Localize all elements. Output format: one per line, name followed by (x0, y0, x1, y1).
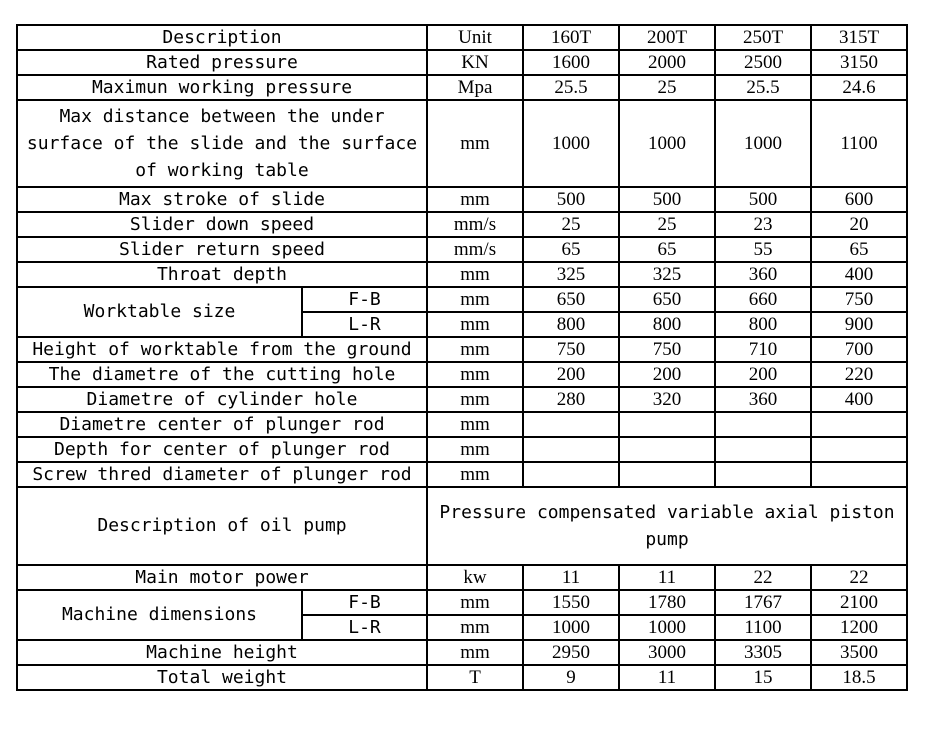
row-value: 280 (523, 387, 619, 412)
row-value: 25 (619, 75, 715, 100)
header-model: 250T (715, 25, 811, 50)
row-value: 360 (715, 387, 811, 412)
row-label: Main motor power (17, 565, 427, 590)
row-max-working-pressure (17, 75, 907, 100)
row-label: Max stroke of slide (17, 187, 427, 212)
header-description: Description (17, 25, 427, 50)
row-value: 25.5 (523, 75, 619, 100)
row-unit: mm (427, 437, 523, 462)
row-label: Machine height (17, 640, 427, 665)
row-value: 400 (811, 262, 907, 287)
row-machine-dimensions-fb (17, 590, 907, 615)
row-value: 900 (811, 312, 907, 337)
row-value (523, 437, 619, 462)
row-unit: mm (427, 640, 523, 665)
header-row (17, 25, 907, 50)
row-value: 1000 (523, 615, 619, 640)
row-unit: mm (427, 615, 523, 640)
row-throat-depth (17, 262, 907, 287)
row-slider-down-speed (17, 212, 907, 237)
row-value: 24.6 (811, 75, 907, 100)
row-value: 1600 (523, 50, 619, 75)
row-total-weight (17, 665, 907, 690)
row-value: 750 (811, 287, 907, 312)
header-model: 315T (811, 25, 907, 50)
row-value: 1780 (619, 590, 715, 615)
row-unit: mm (427, 262, 523, 287)
row-value: 25 (619, 212, 715, 237)
row-value: 650 (619, 287, 715, 312)
row-value: 400 (811, 387, 907, 412)
row-value (715, 437, 811, 462)
row-value: 1200 (811, 615, 907, 640)
row-value: 20 (811, 212, 907, 237)
row-unit: mm (427, 412, 523, 437)
row-value: 15 (715, 665, 811, 690)
row-unit: mm (427, 187, 523, 212)
row-unit: mm (427, 337, 523, 362)
row-unit: mm (427, 590, 523, 615)
row-value (619, 437, 715, 462)
row-value: 2950 (523, 640, 619, 665)
row-value: 1000 (523, 100, 619, 187)
row-value: 25 (523, 212, 619, 237)
oil-pump-label: Description of oil pump (17, 487, 427, 565)
spec-table (16, 24, 908, 691)
row-max-stroke (17, 187, 907, 212)
row-value: 1000 (619, 615, 715, 640)
row-value: 650 (523, 287, 619, 312)
row-value: 1550 (523, 590, 619, 615)
row-cutting-hole (17, 362, 907, 387)
row-label: Total weight (17, 665, 427, 690)
row-unit: T (427, 665, 523, 690)
row-value: 220 (811, 362, 907, 387)
row-value: 11 (619, 565, 715, 590)
row-value (619, 462, 715, 487)
row-label: Height of worktable from the ground (17, 337, 427, 362)
row-label: Screw thred diameter of plunger rod (17, 462, 427, 487)
row-label: Diametre of cylinder hole (17, 387, 427, 412)
row-value: 700 (811, 337, 907, 362)
row-value: 325 (619, 262, 715, 287)
header-unit: Unit (427, 25, 523, 50)
row-value: 320 (619, 387, 715, 412)
row-plunger-screw (17, 462, 907, 487)
row-value: 23 (715, 212, 811, 237)
row-value: 11 (523, 565, 619, 590)
row-label: Slider down speed (17, 212, 427, 237)
row-value: 1767 (715, 590, 811, 615)
row-value: 9 (523, 665, 619, 690)
row-value: 710 (715, 337, 811, 362)
row-motor-power (17, 565, 907, 590)
row-label: Depth for center of plunger rod (17, 437, 427, 462)
row-value: 500 (523, 187, 619, 212)
row-value: 200 (619, 362, 715, 387)
row-label: Throat depth (17, 262, 427, 287)
row-unit: mm (427, 362, 523, 387)
row-value: 2500 (715, 50, 811, 75)
row-worktable-size-fb (17, 287, 907, 312)
row-value: 800 (619, 312, 715, 337)
group-label: Machine dimensions (17, 590, 302, 640)
row-value: 1100 (811, 100, 907, 187)
row-plunger-depth (17, 437, 907, 462)
row-value: 200 (523, 362, 619, 387)
row-unit: mm (427, 100, 523, 187)
row-unit: KN (427, 50, 523, 75)
header-model: 200T (619, 25, 715, 50)
row-value (715, 412, 811, 437)
row-unit: mm (427, 387, 523, 412)
row-value: 25.5 (715, 75, 811, 100)
row-value: 750 (619, 337, 715, 362)
row-rated-pressure (17, 50, 907, 75)
row-value: 600 (811, 187, 907, 212)
row-value (811, 412, 907, 437)
row-value: 1000 (715, 100, 811, 187)
row-value (715, 462, 811, 487)
row-slider-return-speed (17, 237, 907, 262)
sub-label: F-B (302, 590, 427, 615)
row-value: 22 (715, 565, 811, 590)
row-value: 2100 (811, 590, 907, 615)
row-unit: kw (427, 565, 523, 590)
row-value: 325 (523, 262, 619, 287)
row-value (811, 437, 907, 462)
row-value: 2000 (619, 50, 715, 75)
oil-pump-value: Pressure compensated variable axial piston pump (427, 487, 907, 565)
row-value: 3000 (619, 640, 715, 665)
row-max-distance (17, 100, 907, 187)
row-value: 800 (523, 312, 619, 337)
row-value: 55 (715, 237, 811, 262)
row-label: The diametre of the cutting hole (17, 362, 427, 387)
row-value: 11 (619, 665, 715, 690)
row-oil-pump (17, 487, 907, 565)
group-label: Worktable size (17, 287, 302, 337)
row-unit: mm/s (427, 237, 523, 262)
row-cylinder-hole (17, 387, 907, 412)
row-value (523, 412, 619, 437)
row-value: 200 (715, 362, 811, 387)
row-value: 660 (715, 287, 811, 312)
row-value: 3305 (715, 640, 811, 665)
row-worktable-height (17, 337, 907, 362)
row-value: 750 (523, 337, 619, 362)
row-value: 3500 (811, 640, 907, 665)
row-unit: mm (427, 312, 523, 337)
row-label: Diametre center of plunger rod (17, 412, 427, 437)
row-value: 65 (619, 237, 715, 262)
row-value (811, 462, 907, 487)
row-unit: Mpa (427, 75, 523, 100)
row-value: 360 (715, 262, 811, 287)
sub-label: F-B (302, 287, 427, 312)
row-value: 800 (715, 312, 811, 337)
sub-label: L-R (302, 312, 427, 337)
row-value: 65 (523, 237, 619, 262)
row-value: 500 (715, 187, 811, 212)
header-model: 160T (523, 25, 619, 50)
row-value: 65 (811, 237, 907, 262)
row-label: Rated pressure (17, 50, 427, 75)
row-plunger-center (17, 412, 907, 437)
row-value: 3150 (811, 50, 907, 75)
row-label: Slider return speed (17, 237, 427, 262)
row-value: 18.5 (811, 665, 907, 690)
row-value: 1000 (619, 100, 715, 187)
row-unit: mm (427, 287, 523, 312)
row-unit: mm/s (427, 212, 523, 237)
row-value (619, 412, 715, 437)
row-value (523, 462, 619, 487)
row-label: Max distance between the under surface of the slide and the surface of working table (17, 100, 427, 187)
row-value: 22 (811, 565, 907, 590)
row-value: 500 (619, 187, 715, 212)
row-label: Maximun working pressure (17, 75, 427, 100)
sub-label: L-R (302, 615, 427, 640)
row-machine-height (17, 640, 907, 665)
row-unit: mm (427, 462, 523, 487)
row-value: 1100 (715, 615, 811, 640)
